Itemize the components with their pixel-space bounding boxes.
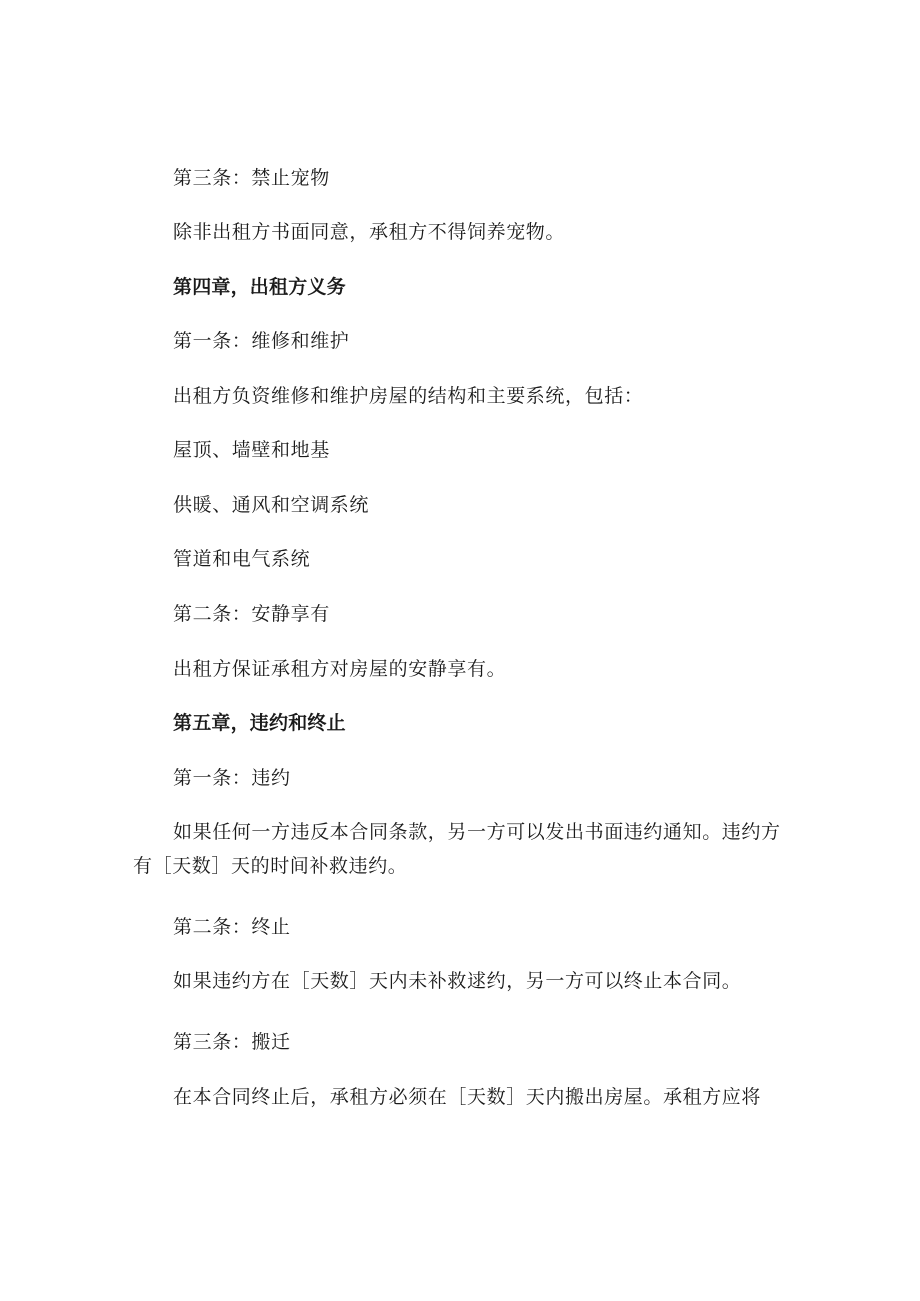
chapter-heading-landlord-obligations: 第四章，出租方义务: [173, 276, 346, 298]
article-title-breach: 第一条：违约: [173, 767, 291, 789]
article-title-termination: 第二条：终止: [173, 916, 291, 938]
article-body-repair-maintenance: 出租方负资维修和维护房屋的结构和主要系统，包括：: [173, 385, 644, 407]
article-body-move-out: 在本合同终止后，承租方必须在［天数］天内搬出房屋。承租方应将: [173, 1086, 762, 1108]
list-item-plumbing-electrical: 管道和电气系统: [173, 548, 311, 570]
article-title-move-out: 第三条：搬迁: [173, 1031, 291, 1053]
article-title-quiet-enjoyment: 第二条：安静享有: [173, 603, 330, 625]
article-body-no-pets: 除非出租方书面同意，承租方不得饲养宠物。: [173, 221, 566, 243]
article-body-quiet-enjoyment: 出租方保证承租方对房屋的安静享有。: [173, 658, 507, 680]
list-item-roof-walls: 屋顶、墙壁和地基: [173, 439, 330, 461]
article-title-no-pets: 第三条：禁止宠物: [173, 167, 330, 189]
article-body-termination: 如果违约方在［天数］天内未补救逑约，另一方可以终止本合同。: [173, 970, 742, 992]
list-item-hvac: 供暖、通风和空调系统: [173, 494, 370, 516]
chapter-heading-breach-termination: 第五章，违约和终止: [173, 712, 346, 734]
article-body-breach: 如果任何一方违反本合同条款，另一方可以发出书面违约通知。违约方有［天数］天的时间补救违约。: [133, 821, 781, 877]
article-title-repair-maintenance: 第一条：维修和维护: [173, 330, 350, 352]
